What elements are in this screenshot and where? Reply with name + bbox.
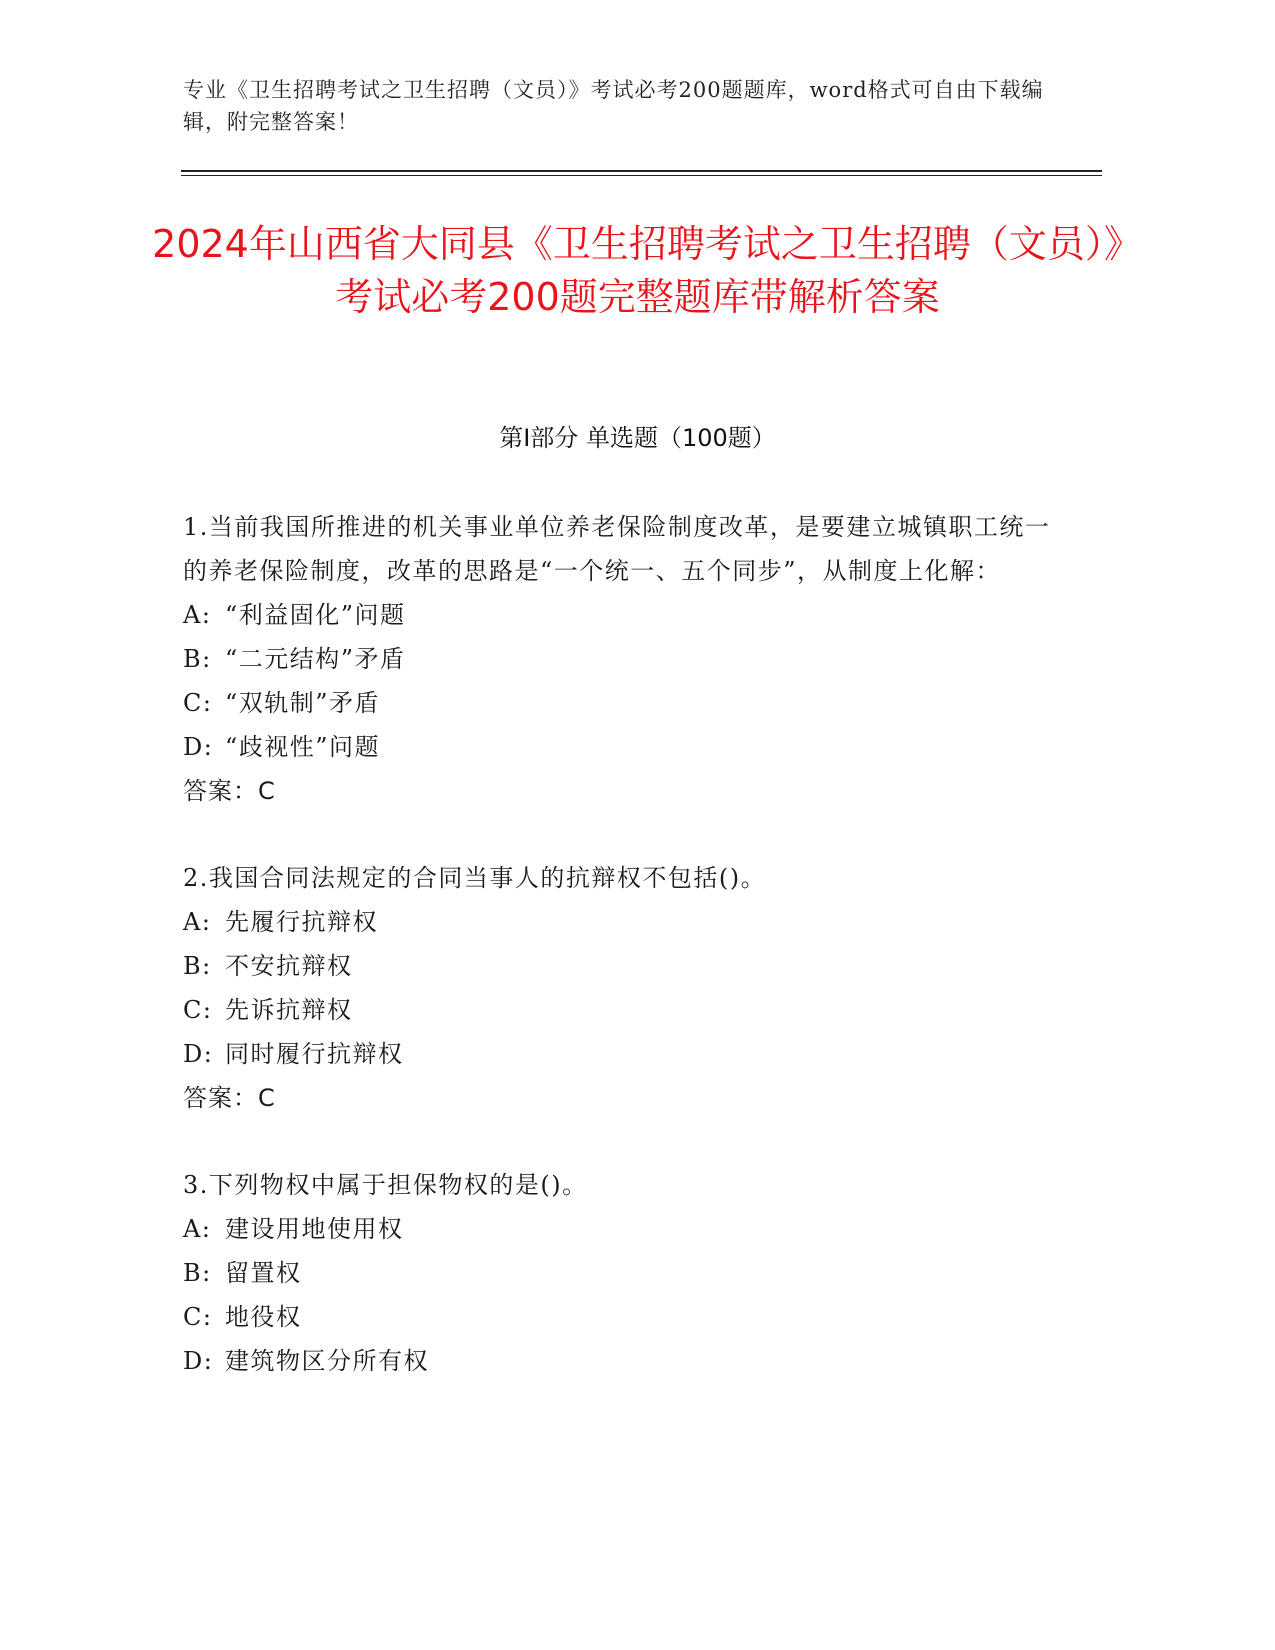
option-letter: C: — [183, 689, 213, 717]
section-heading: 第Ⅰ部分 单选题（100题） — [499, 424, 776, 452]
option-letter: C: — [183, 996, 213, 1024]
option-text: 地役权 — [225, 1303, 302, 1331]
question-list — [183, 505, 1063, 1426]
option-letter: D: — [183, 733, 214, 761]
option-text: “双轨制”矛盾 — [225, 689, 381, 717]
option-text: 留置权 — [225, 1259, 302, 1287]
option-b — [183, 1251, 1063, 1295]
option-letter: B: — [183, 1259, 212, 1287]
question-stem: 2.我国合同法规定的合同当事人的抗辩权不包括()。 — [183, 864, 767, 892]
option-letter: B: — [183, 952, 212, 980]
option-a — [183, 1207, 1063, 1251]
option-letter: A: — [183, 1215, 212, 1243]
option-text: 不安抗辩权 — [225, 952, 353, 980]
option-letter: D: — [183, 1347, 214, 1375]
question-3 — [183, 1163, 1063, 1383]
option-text: “利益固化”问题 — [225, 601, 406, 629]
question-1 — [183, 505, 1063, 813]
header-note: 专业《卫生招聘考试之卫生招聘（文员）》考试必考200题题库，word格式可自由下载编辑，附完整答案！ — [183, 78, 1044, 134]
option-d — [183, 725, 1063, 769]
option-b — [183, 637, 1063, 681]
option-letter: C: — [183, 1303, 213, 1331]
header-divider-thin — [181, 175, 1102, 176]
option-letter: D: — [183, 1040, 214, 1068]
answer-line: 答案：C — [183, 1084, 276, 1112]
option-c — [183, 988, 1063, 1032]
option-text: 先履行抗辩权 — [225, 908, 378, 936]
option-b — [183, 944, 1063, 988]
option-a — [183, 900, 1063, 944]
option-letter: A: — [183, 908, 212, 936]
option-letter: B: — [183, 645, 212, 673]
option-text: “歧视性”问题 — [225, 733, 381, 761]
option-text: 建设用地使用权 — [225, 1215, 404, 1243]
option-d — [183, 1032, 1063, 1076]
option-c — [183, 681, 1063, 725]
option-c — [183, 1295, 1063, 1339]
option-d — [183, 1339, 1063, 1383]
question-stem: 3.下列物权中属于担保物权的是()。 — [183, 1171, 588, 1199]
option-a — [183, 593, 1063, 637]
option-text: “二元结构”矛盾 — [225, 645, 406, 673]
answer-line: 答案：C — [183, 777, 276, 805]
header-divider-thick — [181, 170, 1102, 172]
option-letter: A: — [183, 601, 212, 629]
option-text: 先诉抗辩权 — [225, 996, 353, 1024]
question-stem: 1.当前我国所推进的机关事业单位养老保险制度改革，是要建立城镇职工统一的养老保险制度，改革的思路是“一个统一、五个同步”，从制度上化解： — [183, 513, 1051, 585]
question-2 — [183, 856, 1063, 1120]
document-title: 2024年山西省大同县《卫生招聘考试之卫生招聘（文员）》考试必考200题完整题库带解析答案 — [152, 222, 1123, 319]
option-text: 建筑物区分所有权 — [225, 1347, 429, 1375]
option-text: 同时履行抗辩权 — [225, 1040, 404, 1068]
